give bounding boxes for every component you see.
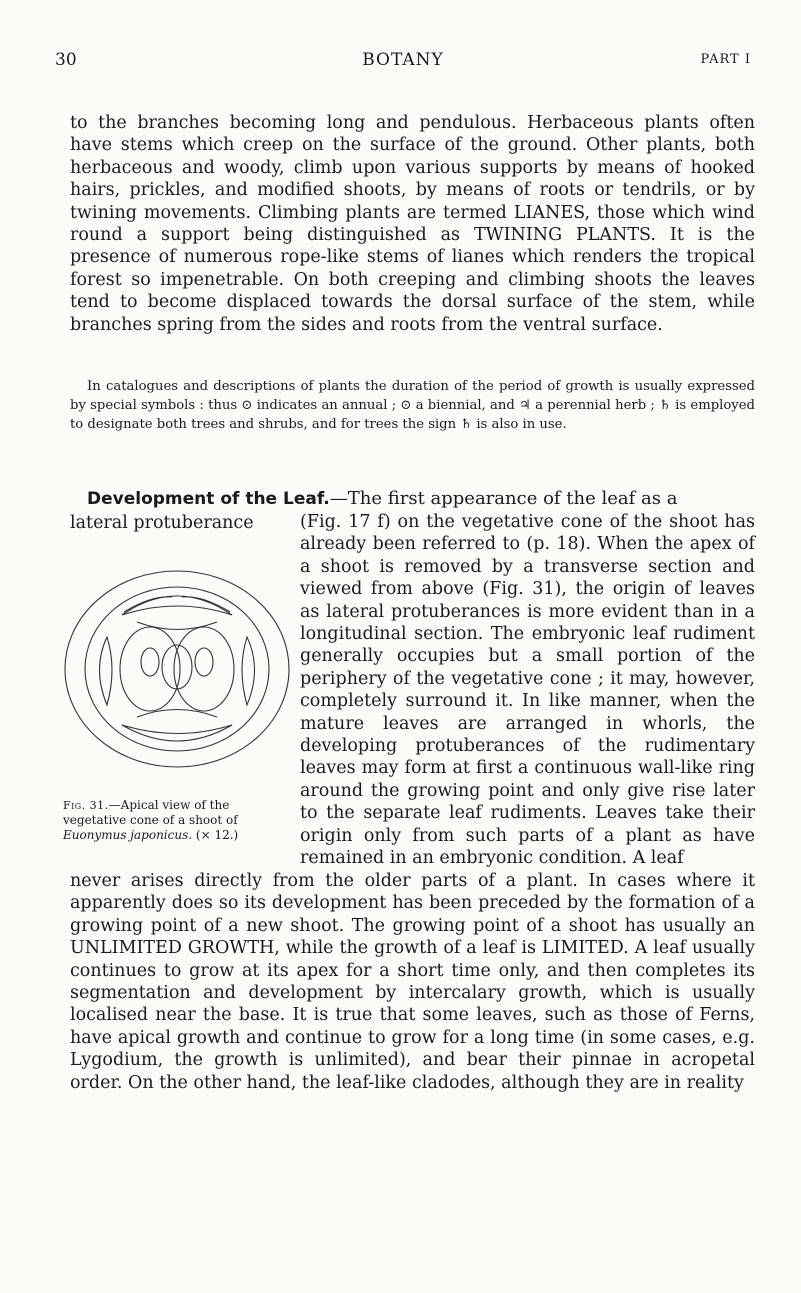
part-label: PART I	[700, 52, 751, 67]
inner-cone-left	[120, 627, 180, 711]
leaf-protuberance-left	[100, 637, 113, 705]
section-heading-line	[87, 488, 677, 510]
note-growth-symbols: In catalogues and descriptions of plants the duration of the period of growth is usually expressed by special symbols : thus ⊙ indicates an annual ; ⊙ a biennial, and ♃ a perennial herb ; ♄ is employed to designate both trees and shrubs, and for trees the sign ♄ is also in use.	[70, 379, 755, 432]
outer-leaf-outline	[65, 571, 289, 767]
paragraph-lianes: to the branches becoming long and pendulous. Herbaceous plants often have stems which creep on the surface of the ground. Other plants, both herbaceous and woody, climb upon various supports by means of hooked hairs, prickles, and modified shoots, by means of roots or tendrils, or by twining movements. Climbing plants are termed LIANES, those which wind round a support being distinguished as TWINING PLANTS. It is the presence of numerous rope-like stems of lianes which renders the tropical forest so impenetrable. On both creeping and climbing shoots the leaves tend to become displaced towards the dorsal surface of the stem, while branches spring from the sides and roots from the ventral surface.	[70, 113, 755, 335]
running-header	[55, 50, 751, 76]
paragraph-leaf-development: (Fig. 17 f) on the vegetative cone of the shoot has already been referred to (p. 18). When the apex of a shoot is removed by a transverse section and viewed from above (Fig. 31), the origin of leaves as lateral protuberances is more evident than in a longitudinal section. The embryonic leaf rudiment generally occupies but a small portion of the periphery of the vegetative cone ; it may, however, completely surround it. In like manner, when the mature leaves are arranged in whorls, the developing protuberances of the rudimentary leaves may form at first a continuous wall-like ring around the growing point and only give rise later to the separate leaf rudiments. Leaves take their origin only from such parts of a plant as have remained in an embryonic condition. A leaf	[300, 512, 755, 869]
figure-caption	[63, 798, 293, 843]
figure-caption-text: —Apical view of the vegetative cone of a shoot of	[63, 798, 238, 827]
leaf-protuberance-right	[242, 637, 255, 705]
side-lead: lateral protuberance	[70, 513, 254, 533]
running-title: BOTANY	[362, 50, 444, 70]
figure-apical-view	[62, 567, 294, 772]
paragraph-growth: never arises directly from the older parts of a plant. In cases where it apparently does so its development has been preceded by the formation of a growing point of a new shoot. The growing point of a shoot has usually an UNLIMITED GROWTH, while the growth of a leaf is LIMITED. A leaf usually continues to grow at its apex for a short time only, and then completes its segmentation and development by intercalary growth, which is usually localised near the base. It is true that some leaves, such as those of Ferns, have apical growth and continue to grow for a long time (in some cases, e.g. Lygodium, the growth is unlimited), and bear their pinnae in acropetal order. On the other hand, the leaf-like cladodes, although they are in reality	[70, 871, 755, 1093]
figure-label: Fig. 31.	[63, 799, 109, 812]
page-number: 30	[55, 50, 77, 70]
leaf-protuberance-bottom	[122, 725, 232, 741]
section-lead: —The first appearance of the leaf as a	[329, 488, 678, 509]
inner-cone-right	[174, 627, 234, 711]
figure-species: Euonymus japonicus.	[63, 828, 193, 842]
leaf-protuberance-top	[122, 596, 232, 615]
figure-magnification: (× 12.)	[195, 828, 239, 842]
middle-leaf-outline	[85, 587, 269, 751]
section-heading: Development of the Leaf.	[87, 489, 330, 509]
